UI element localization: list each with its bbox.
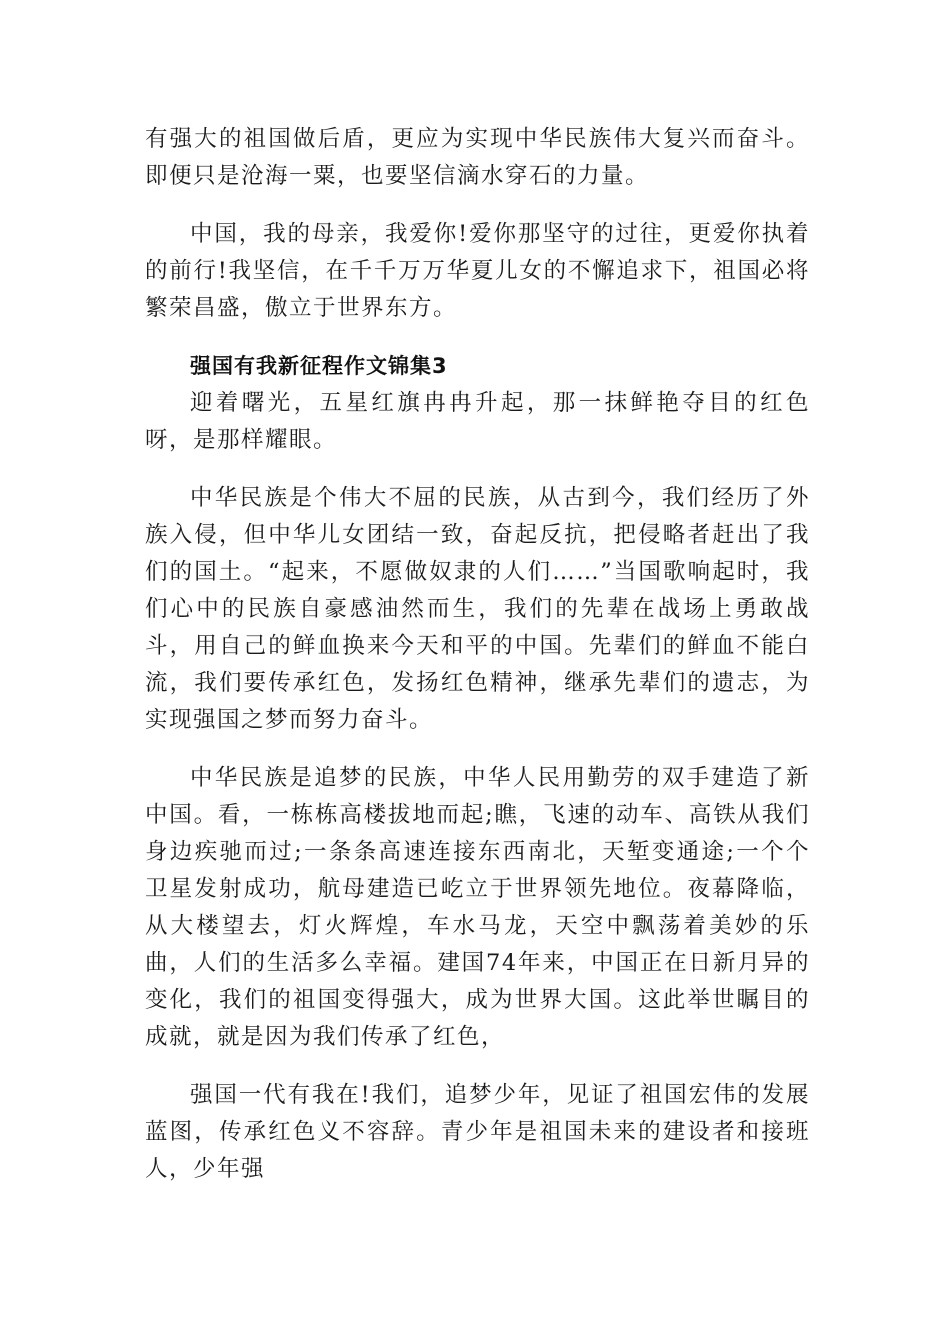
paragraph-continued: 有强大的祖国做后盾，更应为实现中华民族伟大复兴而奋斗。即便只是沧海一粟，也要坚信滴水穿石的力量。 (145, 126, 810, 189)
paragraph-strong-generation: 强国一代有我在!我们，追梦少年，见证了祖国宏伟的发展蓝图，传承红色义不容辞。青少年是祖国未来的建设者和接班人，少年强 (145, 1082, 810, 1182)
paragraph-mother-china: 中国，我的母亲，我爱你!爱你那坚守的过往，更爱你执着的前行!我坚信，在千千万万华夏儿女的不懈追求下，祖国必将繁荣昌盛，傲立于世界东方。 (145, 221, 810, 321)
section-heading: 强国有我新征程作文锦集3 (190, 354, 448, 378)
document-body (145, 121, 810, 1188)
paragraph-unyielding-nation: 中华民族是个伟大不屈的民族，从古到今，我们经历了外族入侵，但中华儿女团结一致，奋起反抗，把侵略者赶出了我们的国土。“起来，不愿做奴隶的人们……”当国歌响起时，我们心中的民族自豪感油然而生，我们的先辈在战场上勇敢战斗，用自己的鲜血换来今天和平的中国。先辈们的鲜血不能白流，我们要传承红色，发扬红色精神，继承先辈们的遗志，为实现强国之梦而努力奋斗。 (145, 485, 810, 733)
paragraph-dream-nation: 中华民族是追梦的民族，中华人民用勤劳的双手建造了新中国。看，一栋栋高楼拔地而起;瞧，飞速的动车、高铁从我们身边疾驰而过;一条条高速连接东西南北，天堑变通途;一个个卫星发射成功，航母建造已屹立于世界领先地位。夜幕降临，从大楼望去，灯火辉煌，车水马龙，天空中飘荡着美妙的乐曲，人们的生活多么幸福。建国74年来，中国正在日新月异的变化，我们的祖国变得强大，成为世界大国。这此举世瞩目的成就，就是因为我们传承了红色， (145, 765, 810, 1050)
paragraph-dawn-flag: 迎着曙光，五星红旗冉冉升起，那一抹鲜艳夺目的红色呀，是那样耀眼。 (145, 390, 810, 453)
